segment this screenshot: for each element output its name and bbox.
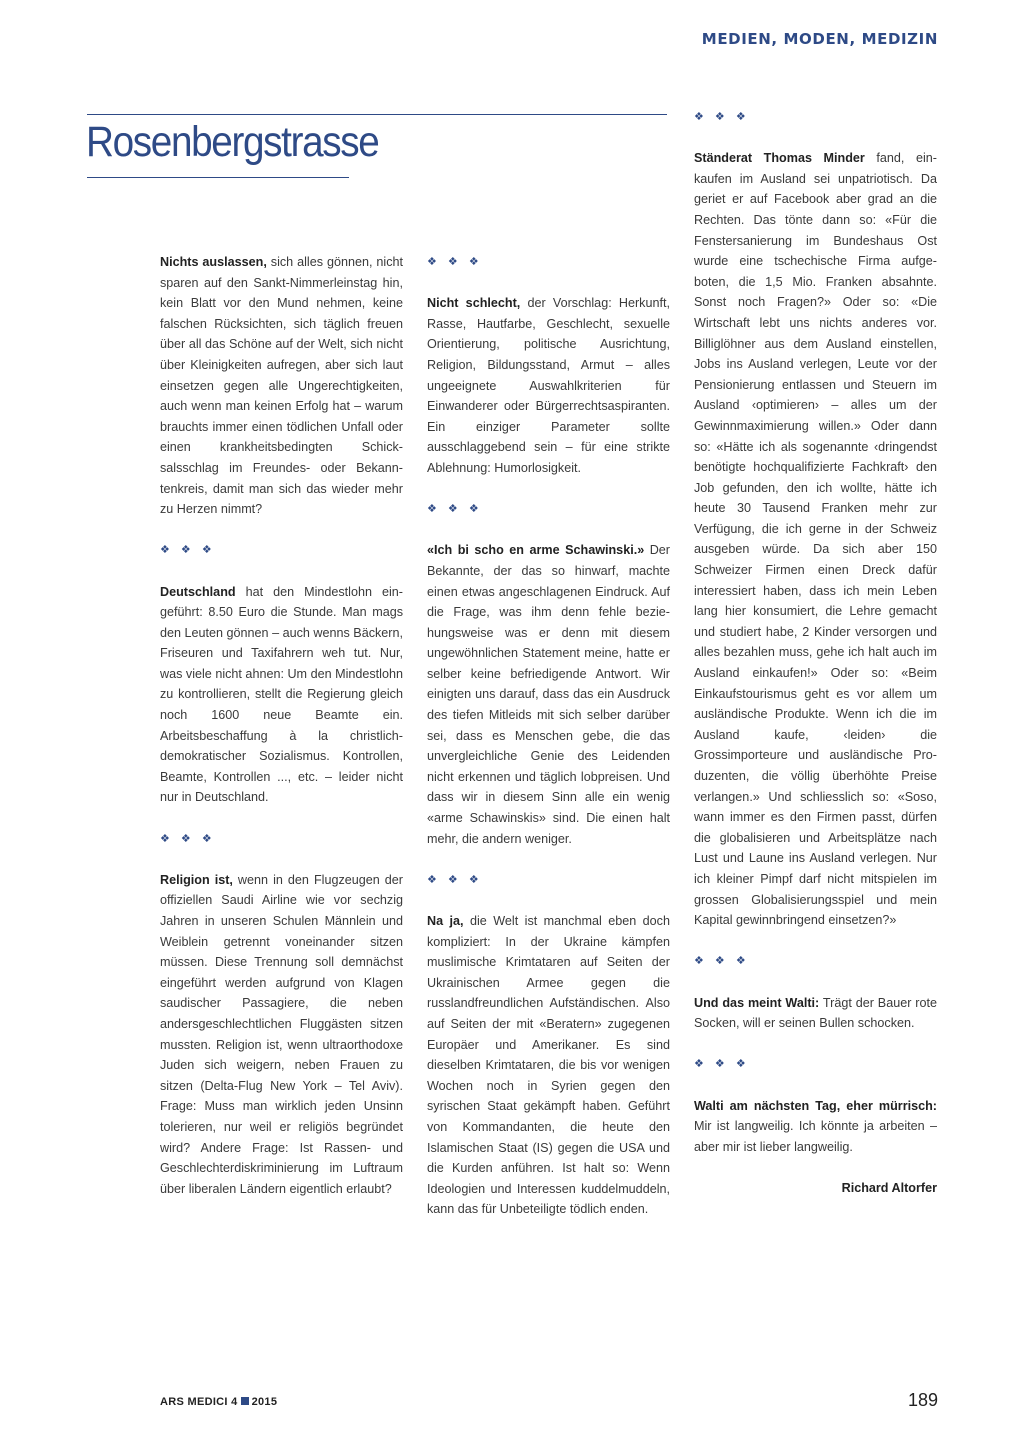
footer-journal: [160, 1396, 277, 1408]
paragraph-text: Der Bekannte, der das so hinwarf, machte einen etwas angeschlagenen Eindruck. Auf die Frage, was ihm denn fehle beziehungsweise was er denn mit diesem ungewöhnlichen Statement meine, hatte er selber keine befriedigende Antwort. Wir einigten uns darauf, dass das ein Ausdruck des tiefen Mitleids mit sich selber darüber sei, dass es Menschen gebe, die das unvergleichliche Genie des Leidenden nicht erkennen und täglich lobpreisen. Und dass wir in diesem Sinn alle ein wenig «arme Schawinskis» sind. Die einen halt mehr, die andern weniger.: [427, 543, 670, 846]
separator-ornament: ❖ ❖ ❖: [427, 873, 483, 886]
journal-name: ARS MEDICI 4: [160, 1396, 238, 1408]
paragraph-lead: Deutschland: [160, 584, 236, 599]
paragraph-text: fand, einkaufen im Ausland sei unpatriotisch. Da geriet er auf Facebook aber grad an die Rechten. Das tönte dann so: «Für die Fenstersanierung im Bundeshaus Ost wurde eine tschechische Firma aufgeboten, die 1,5 Mio. Franken absahnte. Sonst noch Fragen?» Oder so: «Die Wirtschaft lebt uns nichts anderes vor. Billiglöhner aus dem Ausland einstellen, Jobs ins Ausland verlegen, Leute vor der Pensionierung entlassen und Steuern im Ausland ‹optimieren› – alles um der Gewinnmaximierung willen.» Oder dann so: «Hätte ich als sogenannte ‹dringendst benötigte hochqualifizierte Fachkraft› den Job gefunden, den ich wollte, hätte ich heute 30 Tausend Franken mehr zur Verfügung, die ich gerne in der Schweiz ausgeben würde. Da sich aber 150 Schweizer Firmen einen Dreck dafür interessiert haben, dass ich mein Leben lang hier konsumiert, die Lehre gemacht und studiert habe, 2 Kinder versorgen und alles bezahlen muss, gehe ich halt auch im Ausland einkaufen!» Oder so: «Beim Einkaufstourismus geht es vor allem um ausländische Produkte. Wenn ich die im Ausland kaufe, ‹leiden› die Grossimporteure und ausländische Produzenten, die völlig überhöhte Preise verlangen.» Und schliesslich so: «Soso, wann immer es den Firmen passt, dürfen die globalisieren und Arbeitsplätze nach Lust und Laune ins Ausland verlegen. Nur ich kleiner Pimpf darf nicht mitspielen im grossen Globalisierungsspiel und mein Kapital gewinnbringend einsetzen?»: [694, 151, 937, 928]
separator-ornament: ❖ ❖ ❖: [160, 832, 216, 845]
paragraph: [694, 993, 937, 1034]
paragraph-text: Mir ist langweilig. Ich könnte ja arbeiten – aber mir ist lieber langweilig.: [694, 1119, 937, 1154]
separator-ornament: ❖ ❖ ❖: [427, 503, 483, 516]
paragraph: [427, 540, 670, 849]
journal-year: 2015: [251, 1396, 278, 1408]
text-column-1: [160, 252, 403, 1199]
paragraph-text: die Welt ist manchmal eben doch kompliziert: In der Ukraine kämpfen muslimische Krimtataren auf Seiten der Ukrainischen Armee gegen die russlandfreundlichen Aufständischen. Also auf Seiten der mit «Beratern» zugegenen Europäer und Amerikaner. Es sind dieselben Krimtataren, die bis vor wenigen Wochen noch in Syrien gegen den syrischen Staat gekämpft haben. Geführt von Kommandanten, die heute den Islamischen Staat (IS) gegen die USA und die Kurden anführen. Ist halt so: Wenn Ideologien und Interessen kuddelmuddeln, kann das für Unbeteiligte tödlich enden.: [427, 914, 670, 1217]
paragraph-lead: Walti am nächsten Tag, eher mürrisch:: [694, 1098, 937, 1113]
text-column-2: [427, 252, 670, 1220]
paragraph-lead: «Ich bi scho en arme Schawinski.»: [427, 543, 645, 558]
separator-ornament: ❖ ❖ ❖: [694, 1058, 750, 1071]
paragraph-lead: Na ja,: [427, 914, 464, 928]
top-rule: [87, 114, 667, 115]
paragraph: [427, 293, 670, 478]
separator-ornament: ❖ ❖ ❖: [160, 544, 216, 557]
square-divider-icon: [241, 1397, 249, 1405]
paragraph: [160, 870, 403, 1200]
paragraph-lead: Nichts auslassen,: [160, 255, 267, 269]
separator-ornament: ❖ ❖ ❖: [694, 111, 750, 123]
paragraph: [160, 252, 403, 520]
paragraph-lead: Und das meint Walti:: [694, 995, 820, 1010]
title-underline: [87, 177, 349, 178]
paragraph: [427, 911, 670, 1220]
paragraph-text: hat den Mindestlohn eingeführt: 8.50 Euro die Stunde. Man mags den Leuten gönnen – auch wenns Bäckern, Friseuren und Taxifahrern weh tut. Nur, was viele nicht ahnen: Um den Mindestlohn zu kontrollieren, stellt die Regierung gleich noch 1600 neue Beamte ein. Arbeitsbeschaffung à la christlich-demokratischer Sozialismus. Kontrollen, Beamte, Kontrollen ..., etc. – leider nicht nur in Deutschland.: [160, 584, 403, 805]
separator-ornament: ❖ ❖ ❖: [694, 955, 750, 968]
author-signature: Richard Altorfer: [841, 1180, 937, 1195]
text-column-3: [694, 107, 937, 1198]
paragraph-text: der Vorschlag: Herkunft, Rasse, Hautfarbe, Geschlecht, sexuelle Orientierung, politische Ausrichtung, Religion, Bildungsstand, Armut – alles ungeeignete Auswahlkriterien für Einwanderer oder Bürgerrechtsaspiranten. Ein einziger Parameter sollte ausschlaggebend sein – für eine strikte Ablehnung: Humorlosigkeit.: [427, 296, 670, 475]
paragraph-text: Trägt der Bauer rote Socken, will er seinen Bullen schocken.: [694, 995, 938, 1031]
page-number: 189: [907, 1390, 938, 1410]
paragraph-text: sich alles gönnen, nicht sparen auf den Sankt-Nimmerleinstag hin, kein Blatt vor den Mund nehmen, keine falschen Rücksichten, sich täglich freuen über all das Schöne auf der Welt, sich nicht über Kleinigkeiten aufregen, aber sich laut einsetzen gegen alle Ungerechtigkeiten, auch wenn man keinen Erfolg hat – warum brauchts immer einen tödlichen Unfall oder einen krankheitsbedingten Schicksalsschlag im Freundes- oder Bekanntenkreis, damit man sich das wieder mehr zu Herzen nimmt?: [160, 255, 403, 517]
paragraph-text: wenn in den Flugzeugen der offiziellen Saudi Airline wie vor sechzig Jahren in unseren Schulen Männlein und Weiblein getrennt voneinander sitzen müssen. Diese Trennung soll demnächst eingeführt werden aufgrund von Klagen saudischer Passagiere, die neben andersgeschlechtlichen Fluggästen sitzen mussten. Religion ist, wenn ultraorthodoxe Juden sich weigern, neben Frauen zu sitzen (Delta-Flug New York – Tel Aviv). Frage: Muss man wirklich jeden Unsinn tolerieren, nur weil er religiös begründet wird? Andere Frage: Ist Rassen- und Geschlechterdiskriminierung im Luftraum über liberalen Ländern eigentlich erlaubt?: [160, 872, 403, 1196]
section-header: MEDIEN, MODEN, MEDIZIN: [701, 30, 938, 48]
paragraph-lead: Ständerat Thomas Minder: [694, 151, 865, 166]
paragraph: [694, 148, 937, 931]
article-title: Rosenbergstrasse: [86, 118, 379, 166]
paragraph-lead: Nicht schlecht,: [427, 296, 521, 311]
paragraph: [694, 1096, 937, 1158]
separator-ornament: ❖ ❖ ❖: [427, 256, 483, 268]
paragraph-lead: Religion ist,: [160, 872, 233, 887]
paragraph: [160, 582, 403, 809]
